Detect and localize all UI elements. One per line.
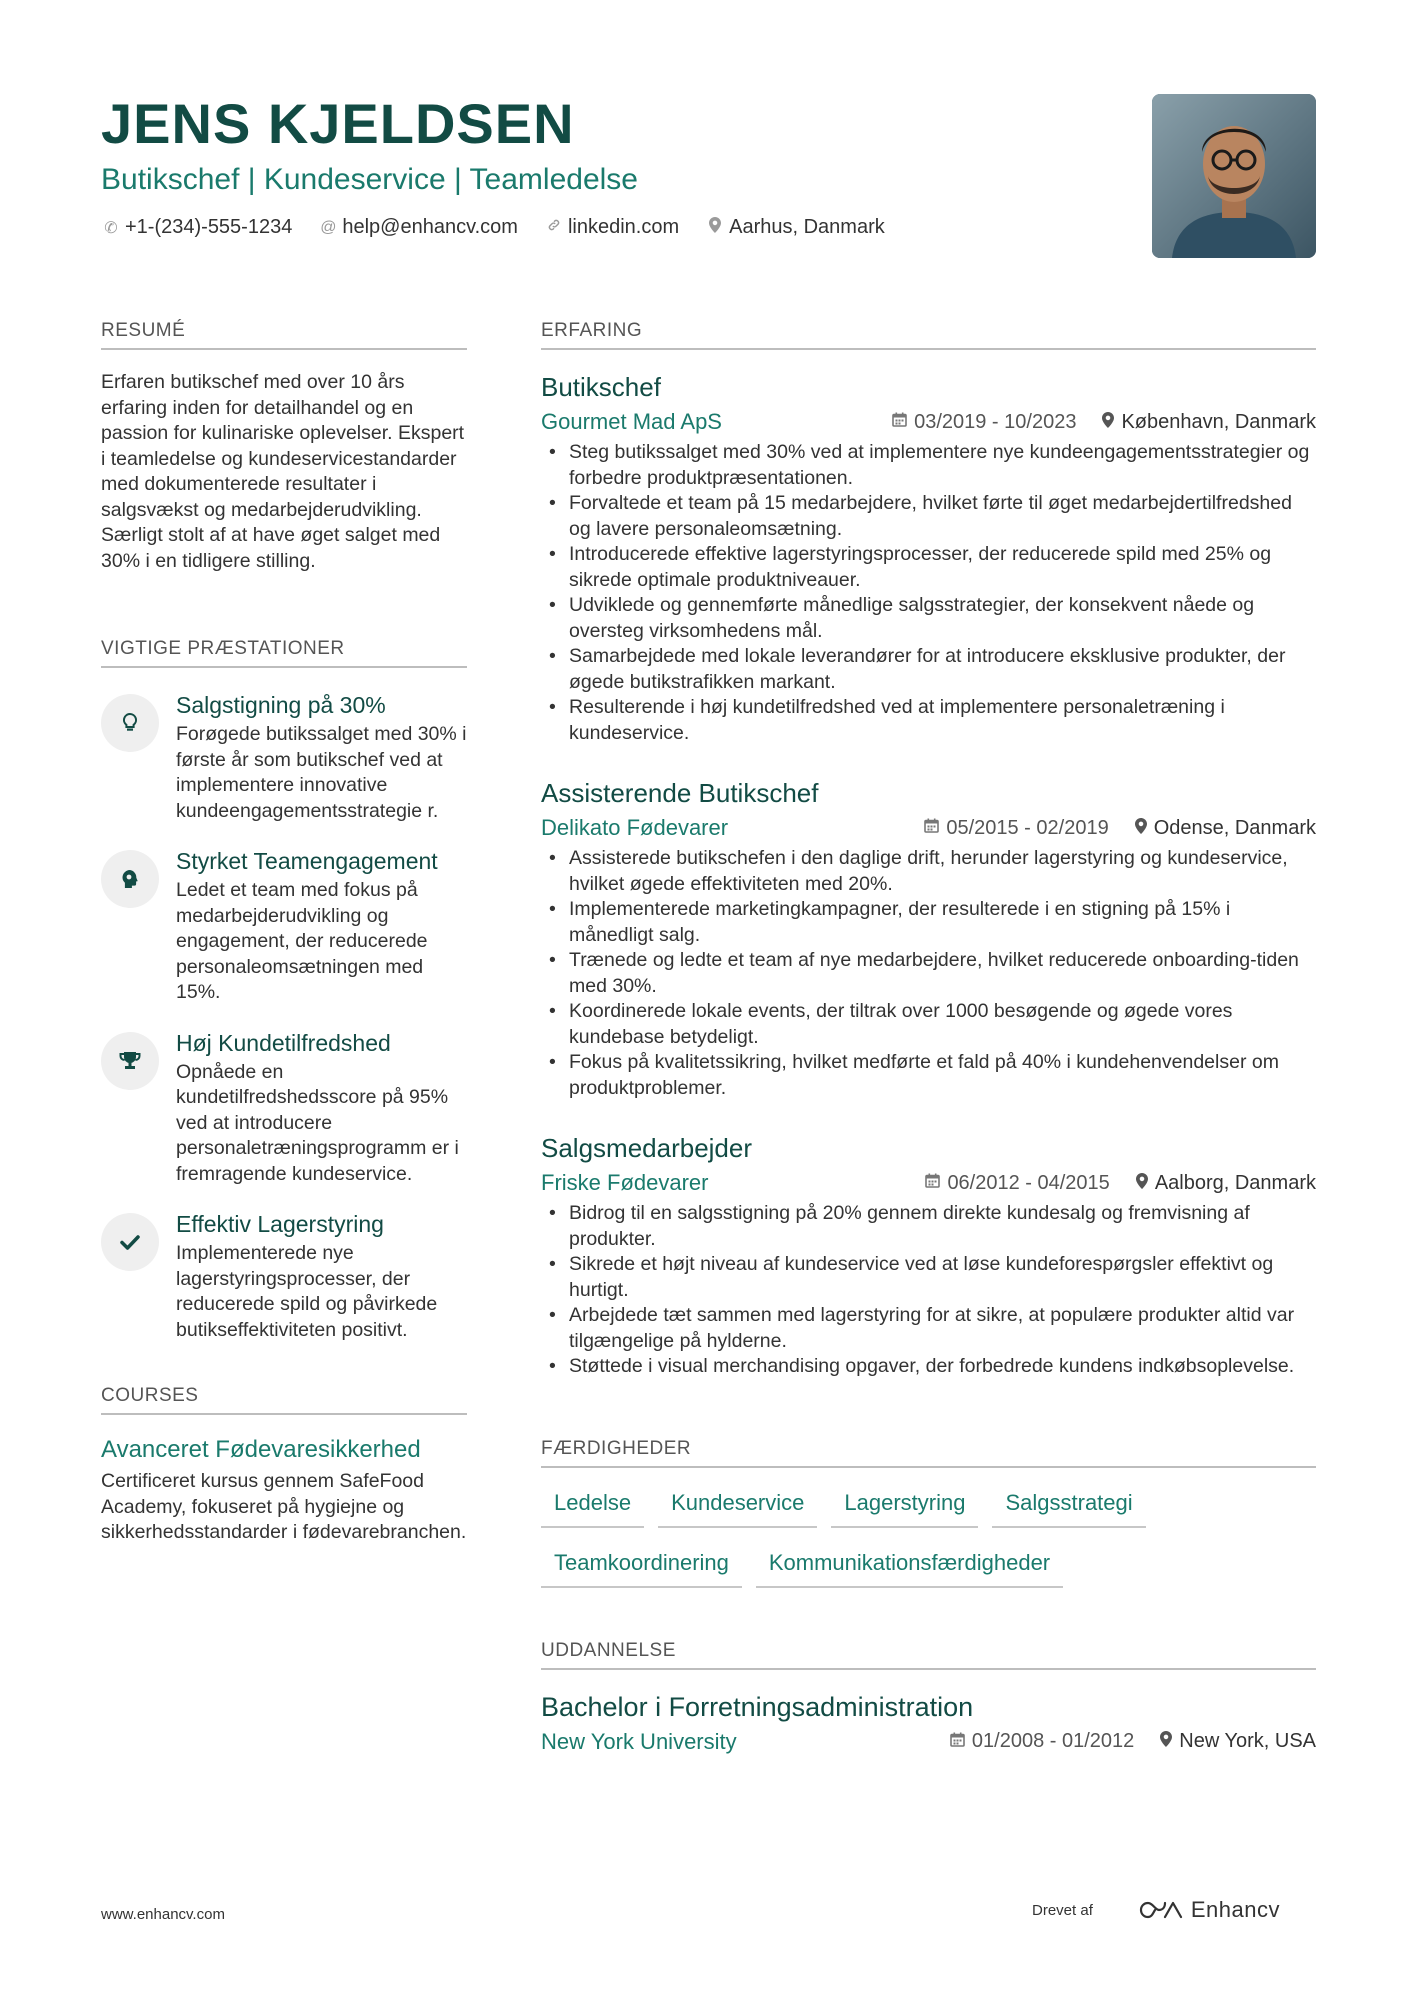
job-bullets — [541, 1201, 1316, 1380]
lightbulb-icon — [101, 694, 159, 752]
job-bullet: • Fokus på kvalitetssikring, hvilket medførte et fald på 40% i kundehenvendelser om produktproblemer. — [541, 1050, 1316, 1101]
job-date: 06/2012 - 04/2015 — [947, 1171, 1110, 1194]
powered-by-label: Drevet af — [1032, 1901, 1093, 1919]
job-location: København, Danmark — [1121, 410, 1316, 433]
right-column — [541, 320, 1316, 1756]
achievement-text: Ledet et team med fokus på medarbejderudvikling og engagement, der reducerede personaleomsætningen med 15%. — [176, 879, 428, 1003]
course-title: Avanceret Fødevaresikkerhed — [101, 1436, 421, 1463]
calendar-icon — [925, 1173, 940, 1193]
candidate-subtitle: Butikschef | Kundeservice | Teamledelse — [101, 163, 638, 196]
job-date: 05/2015 - 02/2019 — [946, 816, 1109, 839]
job-bullet: • Steg butikssalget med 30% ved at implementere nye kundeengagementsstrategier og forbedre produktpræsentationen. — [541, 440, 1316, 491]
job-location: Odense, Danmark — [1153, 816, 1316, 839]
at-icon: @ — [320, 218, 337, 236]
job-title: Salgsmedarbejder — [541, 1133, 753, 1163]
achievement-item — [101, 690, 467, 824]
achievement-text: Implementerede nye lagerstyringsprocesser, der reducerede spild og påvirkede butikseffektiviteten positivt. — [176, 1242, 438, 1341]
location-pin-icon — [1160, 1731, 1172, 1752]
summary-section — [101, 320, 467, 574]
job-entry — [541, 776, 1316, 1101]
achievements-section — [101, 638, 467, 1343]
left-column — [101, 320, 467, 1546]
location-pin-icon — [1102, 412, 1114, 433]
education-title: UDDANNELSE — [541, 1640, 1316, 1670]
summary-title: RESUMÉ — [101, 320, 467, 350]
job-bullets — [541, 440, 1316, 746]
degree-title: Bachelor i Forretningsadministration — [541, 1691, 974, 1722]
trophy-icon — [101, 1032, 159, 1090]
summary-text: Erfaren butikschef med over 10 års erfaring inden for detailhandel og en passion for kulinariske oplevelser. Ekspert i teamledelse og kundeservicestandarder med dokumenterede resultater i salgsvækst og medarbejderudvikling. Særligt stolt af at have øget salget med 30% i en tidligere stilling. — [101, 371, 465, 572]
linkedin-text[interactable]: linkedin.com — [567, 216, 680, 238]
enhancv-logo-icon — [1137, 1899, 1183, 1921]
achievement-title: Effektiv Lagerstyring — [176, 1211, 384, 1237]
achievement-item — [101, 846, 467, 1006]
resume-header — [101, 92, 1151, 239]
phone-icon: ✆ — [104, 219, 118, 237]
achievement-title: Salgstigning på 30% — [176, 692, 386, 718]
education-section — [541, 1640, 1316, 1756]
location-text: Aarhus, Danmark — [729, 216, 885, 238]
brand-name: Enhancv — [1190, 1897, 1280, 1922]
job-bullet: • Koordinerede lokale events, der tiltrak over 1000 besøgende og øgede vores kundebase betydeligt. — [541, 999, 1316, 1050]
calendar-icon — [892, 412, 907, 432]
footer-branding — [1032, 1897, 1280, 1923]
check-icon — [101, 1213, 159, 1271]
experience-section — [541, 320, 1316, 1380]
profile-photo — [1152, 94, 1316, 258]
achievement-title: Høj Kundetilfredshed — [176, 1029, 391, 1056]
job-bullet: • Trænede og ledte et team af nye medarbejdere, hvilket reducerede onboarding-tiden med 30%. — [541, 948, 1316, 999]
candidate-name: JENS KJELDSEN — [101, 92, 575, 155]
job-bullets — [541, 846, 1316, 1101]
job-entry — [541, 1131, 1316, 1380]
contact-location — [705, 216, 885, 239]
courses-section — [101, 1385, 467, 1546]
location-pin-icon — [705, 217, 725, 238]
company-name: Delikato Fødevarer — [541, 815, 729, 840]
company-name: Gourmet Mad ApS — [541, 409, 722, 434]
location-pin-icon — [1135, 818, 1147, 839]
link-icon — [544, 218, 564, 237]
company-name: Friske Fødevarer — [541, 1170, 709, 1195]
job-bullet: • Forvaltede et team på 15 medarbejdere, hvilket førte til øget medarbejdertilfredshed og lavere personaleomsætning. — [541, 491, 1316, 542]
job-title: Assisterende Butikschef — [541, 778, 819, 808]
location-pin-icon — [1136, 1173, 1148, 1194]
contact-phone — [101, 216, 292, 239]
skill-tag: Ledelse — [541, 1480, 644, 1528]
footer-url[interactable]: www.enhancv.com — [101, 1906, 225, 1923]
skill-tag: Kundeservice — [658, 1480, 817, 1528]
experience-title: ERFARING — [541, 320, 1316, 350]
job-bullet: • Sikrede et højt niveau af kundeservice ved at løse kundeforespørgsler effektivt og hurtigt. — [541, 1252, 1316, 1303]
head-icon — [101, 850, 159, 908]
contact-email[interactable] — [318, 216, 518, 239]
job-bullet: • Bidrog til en salgsstigning på 20% gennem direkte kundesalg og fremvisning af produkter. — [541, 1201, 1316, 1252]
brand-logo[interactable] — [1137, 1897, 1280, 1923]
skills-title: FÆRDIGHEDER — [541, 1438, 1316, 1468]
achievement-item — [101, 1028, 467, 1188]
achievements-title: VIGTIGE PRÆSTATIONER — [101, 638, 467, 668]
job-bullet: • Samarbejdede med lokale leverandører for at introducere eksklusive produkter, der øgede butikstrafikken markant. — [541, 644, 1316, 695]
job-bullet: • Resulterende i høj kundetilfredshed ved at implementere personaletræning i kundeservice. — [541, 695, 1316, 746]
skill-tag: Kommunikationsfærdigheder — [756, 1540, 1063, 1588]
contact-bar — [101, 216, 1151, 239]
email-text[interactable]: help@enhancv.com — [342, 216, 518, 238]
education-location: New York, USA — [1179, 1730, 1316, 1752]
phone-text: +1-(234)-555-1234 — [125, 216, 293, 238]
skill-tag: Lagerstyring — [831, 1480, 978, 1528]
skill-tag: Teamkoordinering — [541, 1540, 742, 1588]
achievement-text: Opnåede en kundetilfredshedsscore på 95% ved at introducere personaletræningsprogramm er i fremragende kundeservice. — [176, 1060, 459, 1185]
job-location: Aalborg, Danmark — [1154, 1171, 1316, 1194]
calendar-icon — [950, 1732, 965, 1752]
job-bullet: • Arbejdede tæt sammen med lagerstyring for at sikre, at populære produkter altid var tilgængelige på hylderne. — [541, 1303, 1316, 1354]
skill-tag: Salgsstrategi — [992, 1480, 1145, 1528]
job-bullet: • Introducerede effektive lagerstyringsprocesser, der reducerede spild med 25% og sikrede optimale produktniveauer. — [541, 542, 1316, 593]
skills-list — [541, 1480, 1316, 1600]
job-bullet: • Assisterede butikschefen i den daglige drift, herunder lagerstyring og kundeservice, hvilket øgede effektiviteten med 20%. — [541, 846, 1316, 897]
job-entry — [541, 370, 1316, 746]
achievement-text: Forøgede butikssalget med 30% i første år som butikschef ved at implementere innovative kundeengagementsstrategie r. — [176, 723, 467, 822]
calendar-icon — [924, 818, 939, 838]
achievement-item — [101, 1209, 467, 1343]
education-date: 01/2008 - 01/2012 — [971, 1730, 1135, 1752]
contact-linkedin[interactable] — [544, 216, 679, 239]
achievement-title: Styrket Teamengagement — [176, 848, 438, 874]
job-date: 03/2019 - 10/2023 — [914, 410, 1077, 433]
school-name: New York University — [541, 1728, 737, 1754]
job-bullet: • Implementerede marketingkampagner, der resulterede i en stigning på 15% i månedligt salg. — [541, 897, 1316, 948]
skills-section — [541, 1438, 1316, 1600]
job-title: Butikschef — [541, 372, 661, 402]
job-bullet: • Støttede i visual merchandising opgaver, der forbedrede kundens indkøbsoplevelse. — [541, 1354, 1316, 1380]
course-text: Certificeret kursus gennem SafeFood Academy, fokuseret på hygiejne og sikkerhedsstandarder i fødevarebranchen. — [101, 1470, 467, 1543]
courses-title: COURSES — [101, 1385, 467, 1415]
job-bullet: • Udviklede og gennemførte månedlige salgsstrategier, der konsekvent nåede og oversteg virksomhedens mål. — [541, 593, 1316, 644]
